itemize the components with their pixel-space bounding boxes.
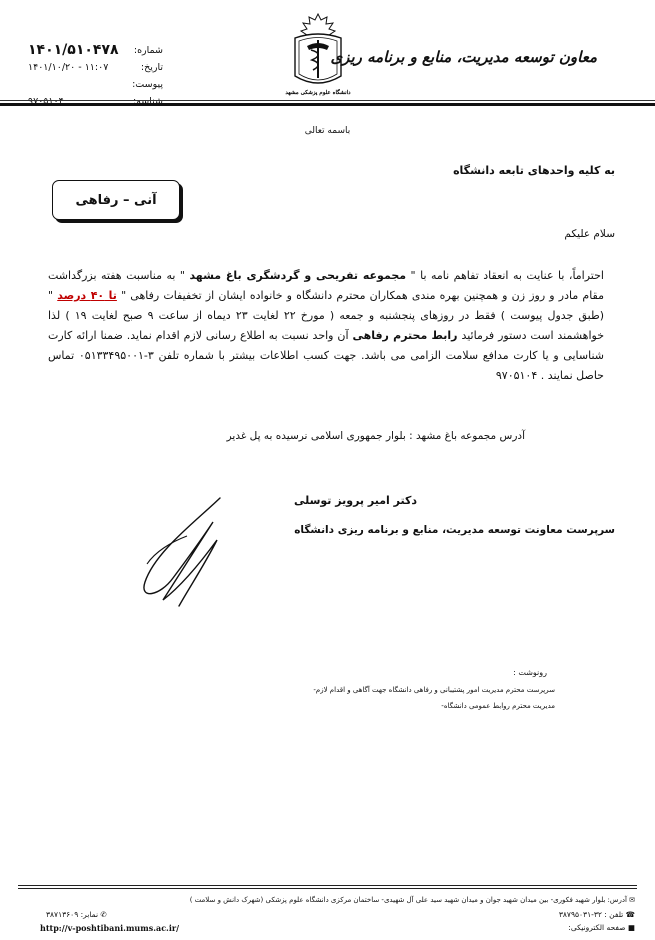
mail-icon: ✉ <box>626 896 635 904</box>
signer-name: دکتر امیر پرویز توسلی <box>293 494 417 507</box>
cc-item-text: مدیریت محترم روابط عمومی دانشگاه <box>443 702 555 710</box>
footer-phone-text: تلفن : ۳۲-۳۸۷۹۵۰۳۱ <box>558 910 624 919</box>
body-part-2: " به مناسبت هفته بزرگداشت مقام مادر و روز زن و همچنین بهره مندی همکاران محترم دانشگاه و خانواده ایشان از تخفیفات رفاهی " <box>48 269 605 302</box>
recipient: به کلیه واحدهای تابعه دانشگاه <box>453 164 615 177</box>
footer-website-label-text: صفحه الکترونیکی: <box>568 923 626 932</box>
phone-icon: ☎ <box>623 910 635 919</box>
footer-fax <box>46 910 107 919</box>
id-value: ۹۷۰۵۱۰۴ <box>28 96 64 107</box>
greeting: سلام علیکم <box>564 228 615 240</box>
footer-divider-thin <box>18 888 637 889</box>
number-row <box>28 42 163 59</box>
date-label: تاریخ: <box>140 62 163 73</box>
cc-item: سرپرست محترم مدیریت امور پشتیبانی و رفاهی دانشگاه جهت آگاهی و اقدام لازم- <box>313 686 555 694</box>
footer-divider <box>18 885 637 886</box>
cc-item-text: سرپرست محترم مدیریت امور پشتیبانی و رفاهی دانشگاه جهت آگاهی و اقدام لازم <box>315 686 555 694</box>
discount-highlight: تا ۴۰ درصد <box>57 289 117 302</box>
header-divider-bold <box>0 103 655 106</box>
footer-website-label <box>568 923 635 932</box>
date-row <box>28 59 163 76</box>
body-liaison: رابط محترم رفاهی <box>352 329 458 342</box>
footer-address-text: آدرس: بلوار شهید فکوری- بین میدان شهید جوان و میدان شهید سید علی آل شهیدی- ساختمان مرکزی دانشگاه علوم پزشکی (شهرک دانش و سلامت ) <box>189 896 627 904</box>
cc-heading: رونوشت : <box>513 668 547 677</box>
signer-title: سرپرست معاونت توسعه مدیریت، منابع و برنامه ریزی دانشگاه <box>294 524 615 536</box>
body-part-4: آن واحد نسبت به اطلاع رسانی لازم اقدام نماید. ضمنا ارائه کارت شناسایی و یا کارت مدافع سلامت الزامی می باشد. جهت کسب اطلاعات بیشتر با شماره تلفن ۳-۰۵۱۳۳۴۹۵۰۰۱ تماس حاصل نمایند . ۹۷۰۵۱۰۴ <box>48 329 604 382</box>
date-value: ۱۴۰۱/۱۰/۲۰ - ۱۱:۰۷ <box>28 62 109 73</box>
basmala: باسمه تعالی <box>304 126 351 136</box>
logo-text: دانشگاه علوم پزشکی مشهد <box>285 90 351 96</box>
footer-fax-text: نمابر: ۳۸۷۱۳۶۰۹ <box>46 910 99 919</box>
number-label: شماره: <box>133 45 163 56</box>
signature-image <box>125 492 240 612</box>
number-value: ۱۴۰۱/۵۱۰۴۷۸ <box>28 42 119 58</box>
department-title: معاون توسعه مدیریت، منابع و برنامه ریزی <box>330 48 597 66</box>
attachment-row <box>28 76 163 93</box>
fax-icon: ✆ <box>98 910 107 919</box>
body-part-3: " (طبق جدول پیوست ) فقط در روزهای پنجشنبه و جمعه ( مورخ ۲۲ لغایت ۲۳ دیماه از ساعت ۹ صبح لغایت ۱۹ ) لذا خواهشمند است دستور فرمائید <box>48 289 605 342</box>
body-part-1: احتراماً، با عنایت به انعقاد تفاهم نامه با " <box>410 269 604 282</box>
id-row <box>28 93 163 110</box>
footer-address <box>190 896 635 904</box>
cc-item: مدیریت محترم روابط عمومی دانشگاه- <box>441 702 555 710</box>
venue-address: آدرس مجموعه باغ مشهد : بلوار جمهوری اسلامی نرسیده به پل غدیر <box>226 430 525 442</box>
web-icon: ■ <box>625 923 635 932</box>
urgency-label: آنی – رفاهی <box>75 192 157 208</box>
header-divider <box>0 100 655 101</box>
footer-phone <box>559 910 635 919</box>
footer-website-link[interactable]: http://v-poshtibani.mums.ac.ir/ <box>40 923 180 933</box>
id-label: شناسه: <box>133 96 163 107</box>
urgency-box <box>52 180 180 220</box>
body-venue-name: مجموعه تفریحی و گردشگری باغ مشهد <box>189 269 407 282</box>
attachment-label: پیوست: <box>132 79 163 90</box>
letter-body <box>48 266 604 386</box>
